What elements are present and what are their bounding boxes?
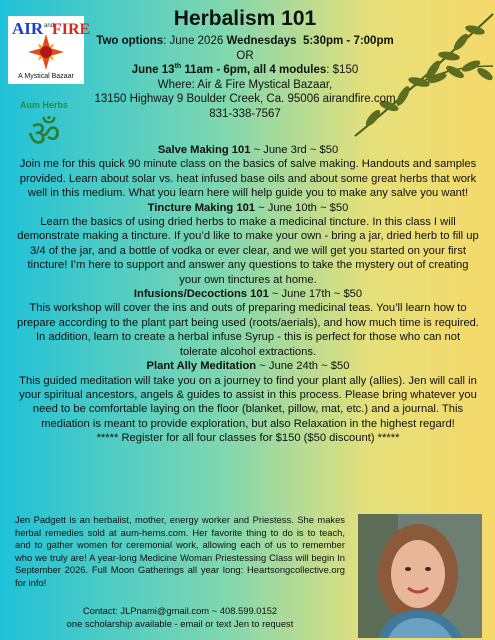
contact-line: Contact: JLPnami@gmail.com ~ 408.599.0152 xyxy=(82,605,278,616)
class-title: Plant Ally Meditation ~ June 24th ~ $50 xyxy=(146,360,350,373)
class-title: Infusions/Decoctions 101 ~ June 17th ~ $50 xyxy=(133,288,363,301)
instructor-photo xyxy=(358,514,482,638)
class-description: This workshop will cover the ins and outs of preparing medicinal teas. You’ll learn how to prepare according to the plant part being used (roots/aerials), and how much time is required. In addition, learn to create a herbal infuse Syrup - this is perfect for those who can not tolerate alcohol extractions. xyxy=(16,302,480,358)
address-line: 13150 Highway 9 Boulder Creek, Ca. 95006 airandfire.com xyxy=(94,93,396,105)
phone-line: 831-338-7567 xyxy=(209,107,281,120)
register-offer: ***** Register for all four classes for $150 ($50 discount) ***** xyxy=(96,432,400,445)
svg-text:A Mystical Bazaar: A Mystical Bazaar xyxy=(18,73,74,80)
venue-line: Where: Air & Fire Mystical Bazaar, xyxy=(157,78,333,91)
om-symbol-icon: ॐ xyxy=(27,114,61,155)
or-line: OR xyxy=(236,49,254,62)
class-title: Salve Making 101 ~ June 3rd ~ $50 xyxy=(157,144,339,156)
class-description: This guided meditation will take you on a journey to find your plant ally (allies). Jen will call in your spiritual ancestors, angels & guides to assist in this process. Please bring whatever you need to be comfortable laying on the floor (blanket, pillow, mat, etc.) and a journal. This mediation is meant to provide exploration, but also Relaxation in the highest regard! xyxy=(19,374,477,430)
options-line: Two options: June 2026 Wednesdays 5:30pm - 7:00pm xyxy=(96,35,394,47)
class-list xyxy=(16,143,480,446)
svg-text:AIR: AIR xyxy=(12,19,44,38)
scholarship-line: one scholarship available - email or text Jen to request xyxy=(66,617,294,629)
full-day-line: June 13th 11am - 6pm, all 4 modules: $150 xyxy=(131,63,359,76)
class-description: Join me for this quick 90 minute class on the basics of salve making. Handouts and samples provided. Learn about solar vs. heat infused base oils and about some great herbs that work well in this medium. What you learn here will help guide you to make any salve you want! xyxy=(19,158,477,200)
air-and-fire-logo xyxy=(8,16,91,84)
svg-text:FIRE: FIRE xyxy=(52,21,91,38)
svg-text:and: and xyxy=(44,23,55,29)
contact-info xyxy=(15,605,345,630)
class-title: Tincture Making 101 ~ June 10th ~ $50 xyxy=(147,201,349,214)
svg-text:Aum Herbs: Aum Herbs xyxy=(19,100,69,110)
instructor-bio: Jen Padgett is an herbalist, mother, energy worker and Priestess. She makes herbal remedies sold at aum-herns.com. Her favorite thing to do is to teach, and to gather women for ceremonial work, allowing each of us to remember who we truly are! A year-long Medicine Woman Priestessing Class will begin In September 2026. Full Moon Gatherings all year long: Heartsongcollective.org for info! xyxy=(15,514,345,588)
header xyxy=(90,6,400,121)
page-title: Herbalism 101 xyxy=(173,7,317,30)
class-description: Learn the basics of using dried herbs to make a medicinal tincture. In this class I will demonstrate making a tincture. If you’d like to make your own - bring a jar, dried herb to fill up 3/4 of the jar, and a bottle of vodka or ever clear, and we will get you started on your first tincture! I’m here to support and answer any questions to take the mystery out of creating your own tinctures at home. xyxy=(17,216,479,286)
